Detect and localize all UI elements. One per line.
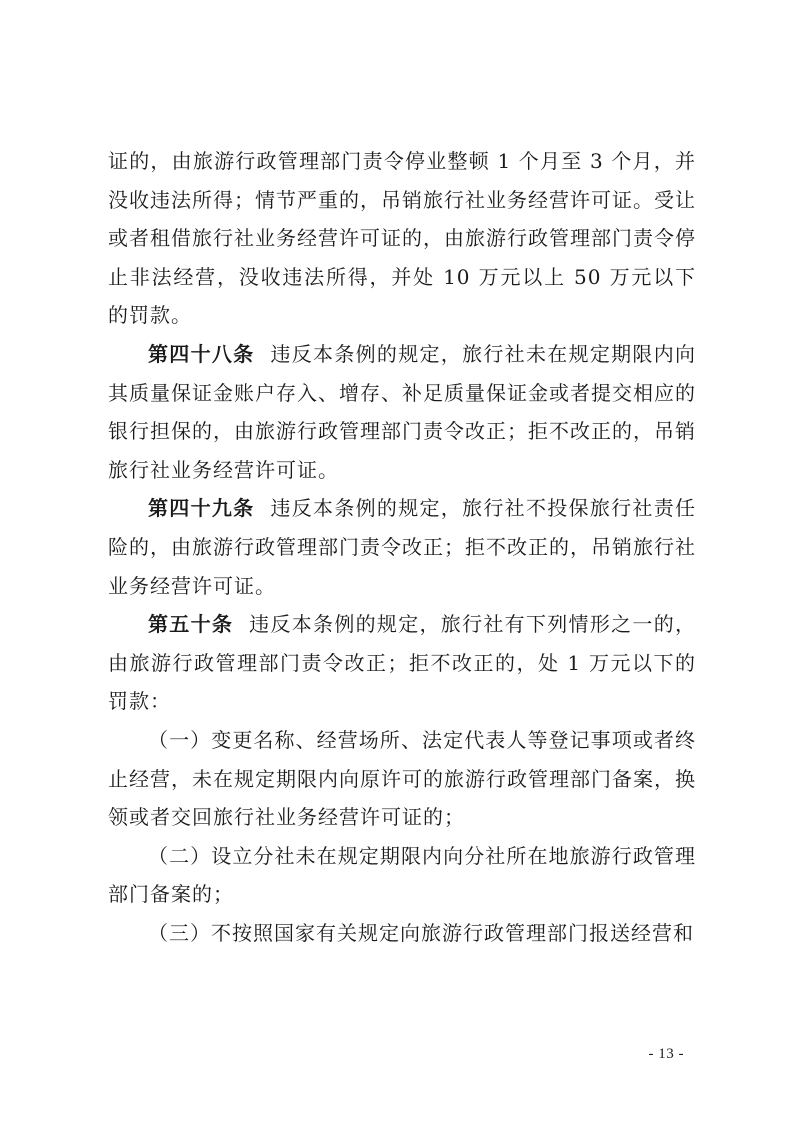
list-item-text: （三）不按照国家有关规定向旅游行政管理部门报送经营和 [148, 920, 694, 945]
article-text: 违反本条例的规定，旅行社未在规定期限内向其质量保证金账户存入、增存、补足质量保证金或者提交相应的银行担保的，由旅游行政管理部门责令改正；拒不改正的，吊销旅行社业务经营许可证。 [108, 341, 697, 482]
article-text: 违反本条例的规定，旅行社有下列情形之一的，由旅游行政管理部门责令改正；拒不改正的，处 1 万元以下的罚款： [108, 612, 697, 714]
paragraph-text: 证的，由旅游行政管理部门责令停业整顿 1 个月至 3 个月，并没收违法所得；情节严重的，吊销旅行社业务经营许可证。受让或者租借旅行社业务经营许可证的，由旅游行政管理部门责令停止非法经营，没收违法所得，并处 10 万元以上 50 万元以下的罚款。 [108, 149, 696, 328]
list-item-text: （二）设立分社未在规定期限内向分社所在地旅游行政管理部门备案的； [108, 843, 696, 907]
article-number: 第四十八条 [148, 341, 255, 366]
page-number: - 13 - [648, 1046, 684, 1062]
list-item-2 [108, 837, 696, 914]
list-item-1 [108, 721, 696, 837]
article-50 [108, 605, 696, 721]
list-item-text: （一）变更名称、经营场所、法定代表人等登记事项或者终止经营，未在规定期限内向原许可的旅游行政管理部门备案，换领或者交回旅行社业务经营许可证的； [108, 727, 696, 830]
article-49 [108, 489, 696, 605]
article-number: 第五十条 [148, 612, 234, 637]
list-item-3 [108, 914, 696, 953]
document-body [108, 142, 696, 952]
article-48 [108, 335, 696, 489]
paragraph-continuation [108, 142, 696, 335]
article-text: 违反本条例的规定，旅行社不投保旅行社责任险的，由旅游行政管理部门责令改正；拒不改正的，吊销旅行社业务经营许可证。 [108, 496, 697, 598]
article-number: 第四十九条 [148, 496, 255, 521]
